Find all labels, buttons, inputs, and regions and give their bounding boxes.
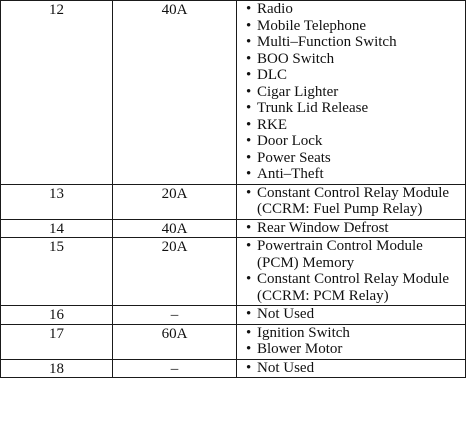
circuit-item: • RKE	[245, 117, 465, 134]
fuse-amperage: 40A	[113, 219, 237, 238]
fuse-number: 16	[1, 306, 113, 325]
table-row	[1, 359, 466, 378]
fuse-number: 13	[1, 184, 113, 219]
circuit-item: • Not Used	[245, 306, 465, 323]
circuit-item: • Anti–Theft	[245, 166, 465, 183]
circuits-protected	[237, 219, 466, 238]
circuit-item: • Ignition Switch	[245, 325, 465, 342]
fuse-amperage: 60A	[113, 324, 237, 359]
circuit-item: • Mobile Telephone	[245, 18, 465, 35]
circuits-protected	[237, 324, 466, 359]
table-row	[1, 306, 466, 325]
circuit-item: • Not Used	[245, 360, 465, 377]
circuits-protected	[237, 238, 466, 306]
circuit-item: • Rear Window Defrost	[245, 220, 465, 237]
circuit-item: • Constant Control Relay Module (CCRM: PCM Relay)	[245, 271, 465, 304]
table-row	[1, 1, 466, 185]
circuit-item: • Power Seats	[245, 150, 465, 167]
circuit-item: • Door Lock	[245, 133, 465, 150]
circuit-item: • Blower Motor	[245, 341, 465, 358]
table-row	[1, 324, 466, 359]
circuit-item: • Cigar Lighter	[245, 84, 465, 101]
circuit-item: • DLC	[245, 67, 465, 84]
circuit-item: • Radio	[245, 1, 465, 18]
circuits-protected	[237, 184, 466, 219]
circuit-item: • Constant Control Relay Module (CCRM: Fuel Pump Relay)	[245, 185, 465, 218]
fuse-number: 14	[1, 219, 113, 238]
fuse-number: 12	[1, 1, 113, 185]
fuse-amperage: 40A	[113, 1, 237, 185]
circuits-protected	[237, 1, 466, 185]
table-row	[1, 219, 466, 238]
circuits-protected	[237, 359, 466, 378]
circuit-item: • Trunk Lid Release	[245, 100, 465, 117]
circuit-item: • Powertrain Control Module (PCM) Memory	[245, 238, 465, 271]
fuse-number: 17	[1, 324, 113, 359]
fuse-amperage: –	[113, 306, 237, 325]
circuits-protected	[237, 306, 466, 325]
circuit-item: • BOO Switch	[245, 51, 465, 68]
table-row	[1, 238, 466, 306]
circuit-item: • Multi–Function Switch	[245, 34, 465, 51]
fuse-number: 15	[1, 238, 113, 306]
fuse-amperage: 20A	[113, 184, 237, 219]
fuse-number: 18	[1, 359, 113, 378]
table-row	[1, 184, 466, 219]
fuse-amperage: –	[113, 359, 237, 378]
fuse-amperage: 20A	[113, 238, 237, 306]
